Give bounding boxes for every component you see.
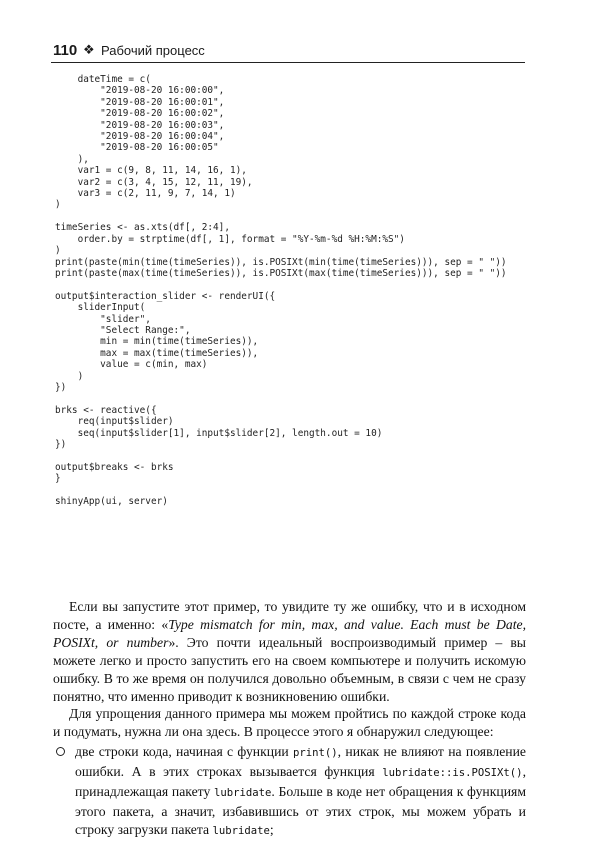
code-line: }) — [55, 439, 67, 450]
code-line: print(paste(min(time(timeSeries)), is.POSIXt(min(time(timeSeries))), sep = " ")) — [55, 256, 507, 268]
error-message-quote: Type mismatch for min, max, and value. Each must be Date, POSIXt, or number — [53, 616, 526, 650]
bullet-text: . Больше в коде нет обращения к функциям этого пакета, а значит, избавившись от этих строк, мы можем убрать и строку загрузки пакета — [75, 784, 526, 837]
code-line: output$interaction_slider <- renderUI({ — [55, 290, 276, 302]
code-line: value = c(min, max) — [55, 359, 208, 371]
code-line: sliderInput( — [55, 302, 146, 314]
bullet-text: , принадлежащая пакету — [75, 764, 526, 800]
circle-bullet-icon — [56, 747, 65, 756]
code-line: var3 = c(2, 11, 9, 7, 14, 1) — [55, 188, 236, 200]
paragraph-text: ». Это почти идеальный воспроизводимый пример – вы можете легко и просто запустить его на своем компьютере и получить искомую ошибку. В то же время он получился довольно объемным, в связи с чем не сразу понятно, что именно приводит к возникновению ошибки. — [53, 634, 526, 704]
inline-code: lubridate::is.POSIXt() — [382, 767, 523, 780]
code-line: min = min(time(timeSeries)), — [55, 336, 259, 348]
code-line: ) — [55, 245, 61, 257]
code-line: shinyApp(ui, server) — [55, 496, 168, 508]
code-line: } — [55, 473, 61, 485]
code-line: dateTime = c( — [55, 74, 151, 85]
paragraph — [53, 598, 526, 705]
code-line: output$breaks <- brks — [55, 461, 174, 473]
code-line: "2019-08-20 16:00:05" — [55, 142, 219, 154]
page-number: 110 — [53, 42, 78, 59]
code-line: order.by = strptime(df[, 1], format = "%Y-%m-%d %H:%M:%S") — [55, 233, 405, 245]
code-line: }) — [55, 381, 67, 393]
code-line: "2019-08-20 16:00:01", — [55, 96, 225, 108]
bullet-text: ; — [269, 821, 274, 837]
bullet-item — [53, 743, 526, 841]
code-line: var2 = c(3, 4, 15, 12, 11, 19), — [55, 176, 253, 188]
paragraph: Для упрощения данного примера мы можем пройтись по каждой строке кода и подумать, нужна ли она здесь. В процессе этого я обнаружил следующее: — [53, 706, 526, 740]
code-line: print(paste(max(time(timeSeries)), is.POSIXt(max(time(timeSeries))), sep = " ")) — [55, 267, 507, 279]
inline-code: print() — [293, 747, 338, 760]
code-line: var1 = c(9, 8, 11, 14, 16, 1), — [55, 165, 247, 177]
code-line: "2019-08-20 16:00:04", — [55, 131, 225, 143]
code-line: "slider", — [55, 313, 151, 325]
code-line: brks <- reactive({ — [55, 404, 157, 416]
code-line: timeSeries <- as.xts(df[, 2:4], — [55, 222, 230, 234]
running-title: Рабочий процесс — [101, 43, 205, 58]
code-block — [55, 74, 507, 507]
paragraph-text: Если вы запустите этот пример, то увидите ту же ошибку, что и в исходном посте, а именно: « — [53, 599, 526, 632]
code-line: "Select Range:", — [55, 324, 191, 336]
diamond-bullet-icon: ❖ — [83, 42, 95, 57]
inline-code: lubridate — [212, 824, 270, 837]
inline-code: lubridate — [214, 787, 272, 800]
code-line: "2019-08-20 16:00:00", — [55, 85, 225, 97]
bullet-text: две строки кода, начиная с функции — [75, 744, 294, 760]
code-line: ) — [55, 370, 84, 382]
body-text — [53, 598, 526, 841]
code-line: ) — [55, 199, 61, 211]
code-line: seq(input$slider[1], input$slider[2], length.out = 10) — [55, 427, 383, 439]
code-line: ), — [55, 153, 89, 165]
code-line: "2019-08-20 16:00:02", — [55, 108, 225, 120]
code-line: req(input$slider) — [55, 416, 174, 428]
page-header — [51, 40, 525, 63]
code-line: "2019-08-20 16:00:03", — [55, 119, 225, 131]
bullet-text: , никак не влияют на появление ошибки. А в этих строках вызывается функция — [75, 744, 526, 780]
code-line: max = max(time(timeSeries)), — [55, 347, 259, 359]
